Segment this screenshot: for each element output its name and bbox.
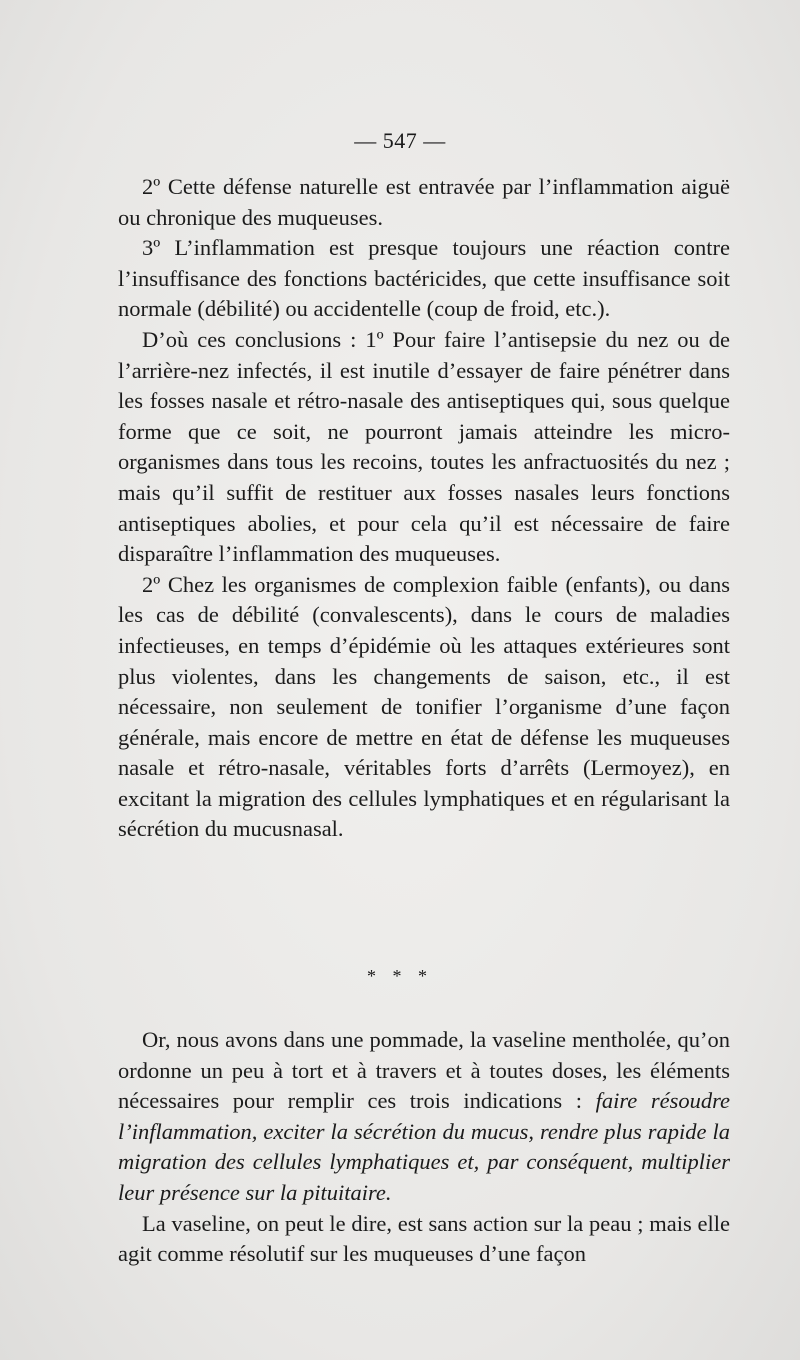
paragraph-vaseline-indications bbox=[118, 1025, 730, 1209]
section-2 bbox=[118, 1025, 730, 1270]
paragraph-conclusion-2: 2º Chez les organismes de complexion faible (enfants), ou dans les cas de débilité (convalescents), dans le cours de maladies infectieuses, en temps d’épidémie où les attaques extérieures sont plus violentes, dans les changements de saison, etc., il est nécessaire, non seulement de tonifier l’organisme d’une façon générale, mais encore de mettre en état de défense les muqueuses nasale et rétro-nasale, véritables forts d’arrêts (Lermoyez), en excitant la migration des cellules lymphatiques et en régularisant la sécrétion du mucusnasal. bbox=[118, 571, 730, 842]
paragraph-italic-text: faire résoudre l’inflammation, exciter la sécrétion du mucus, rendre plus rapide la migration des cellules lymphatiques et, par conséquent, multiplier leur présence sur la pituitaire. bbox=[118, 1088, 730, 1205]
paragraph-point-2: 2º Cette défense naturelle est entravée par l’inflammation aiguë ou chronique des muqueuses. bbox=[118, 174, 730, 230]
paragraph-vaseline-action: La vaseline, on peut le dire, est sans action sur la peau ; mais elle agit comme résolutif sur les muqueuses d’une façon bbox=[118, 1210, 730, 1267]
paragraph-conclusions: D’où ces conclusions : 1º Pour faire l’antisepsie du nez ou de l’arrière-nez infectés, il est inutile d’essayer de faire pénétrer dans les fosses nasale et rétro-nasale des antiseptiques qui, sous quelque forme que ce soit, ne pourront jamais atteindre les micro-organismes dans tous les recoins, toutes les anfractuosités du nez ; mais qu’il suffit de restituer aux fosses nasales leurs fonctions antiseptiques abolies, et pour cela qu’il est nécessaire de faire disparaître l’inflammation des muqueuses. bbox=[118, 326, 730, 567]
separator-stars: * * * bbox=[367, 966, 433, 986]
section-1 bbox=[118, 172, 730, 845]
paragraph-point-3: 3º L’inflammation est presque toujours une réaction contre l’insuffisance des fonctions bactéricides, que cette insuffisance soit normale (débilité) ou accidentelle (coup de froid, etc.). bbox=[118, 235, 730, 322]
section-separator bbox=[0, 968, 800, 984]
paragraph-roman-text: Or, nous avons dans une pommade, la vaseline mentholée, qu’on ordonne un peu à tort et à travers et à toutes doses, les éléments nécessaires pour remplir ces trois indications : bbox=[118, 1027, 730, 1114]
page-number: — 547 — bbox=[354, 128, 446, 153]
